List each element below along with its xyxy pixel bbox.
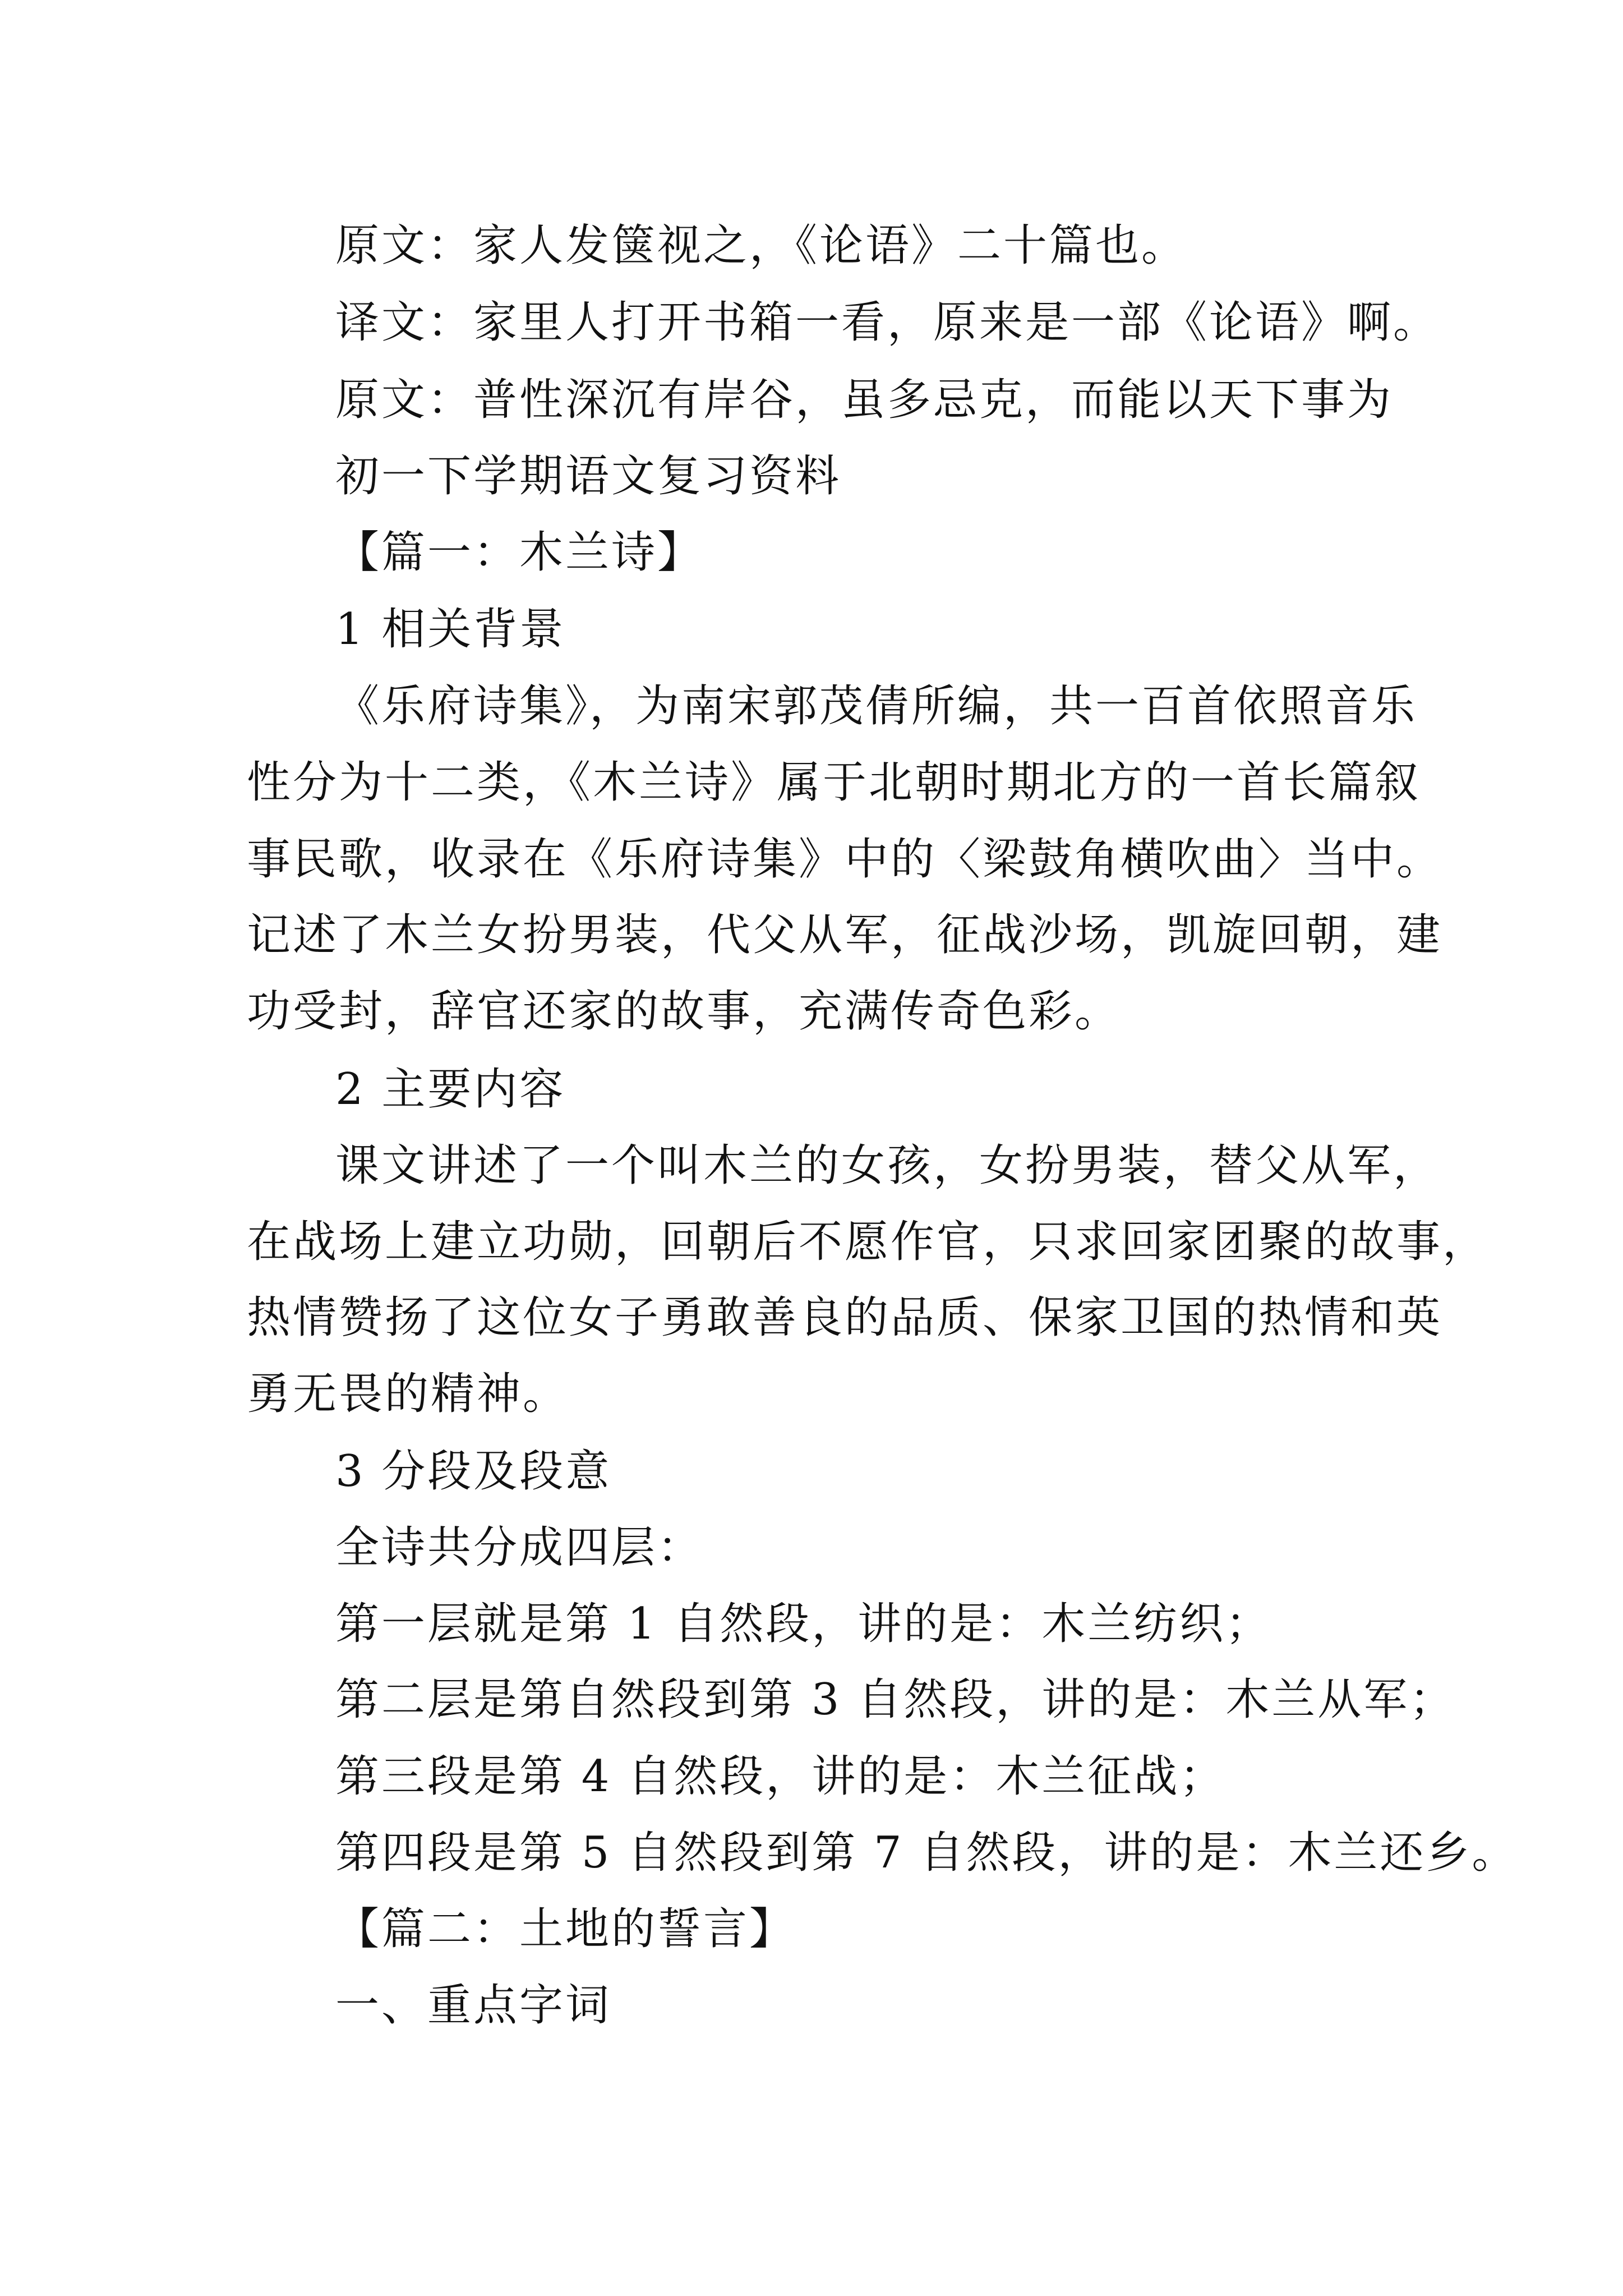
subsection-heading: 1 相关背景	[335, 604, 566, 655]
section-heading: 【篇一：木兰诗】	[335, 527, 704, 578]
subsection-heading: 一、重点字词	[335, 1980, 612, 2031]
text-line: 性分为十二类，《木兰诗》属于北朝时期北方的一首长篇叙	[247, 757, 1421, 808]
text-line: 全诗共分成四层：	[335, 1522, 704, 1573]
subsection-heading: 3 分段及段意	[335, 1446, 612, 1497]
text-line: 记述了木兰女扮男装，代父从军，征战沙场，凯旋回朝，建	[247, 910, 1443, 960]
text-line: 事民歌，收录在《乐府诗集》中的〈梁鼓角横吹曲〉当中。	[247, 834, 1443, 885]
section-heading: 【篇二：土地的誓言】	[335, 1904, 796, 1954]
document-title: 初一下学期语文复习资料	[335, 451, 842, 501]
text-line: 在战场上建立功勋，回朝后不愿作官，只求回家团聚的故事，	[247, 1217, 1489, 1267]
text-line: 第四段是第 5 自然段到第 7 自然段，讲的是：木兰还乡。	[335, 1828, 1518, 1878]
text-line: 勇无畏的精神。	[247, 1369, 569, 1419]
text-line: 《乐府诗集》，为南宋郭茂倩所编，共一百首依照音乐	[335, 681, 1418, 731]
text-line: 第一层就是第 1 自然段，讲的是：木兰纺织；	[335, 1599, 1272, 1649]
text-line: 原文：普性深沉有岸谷，虽多忌克，而能以天下事为	[335, 375, 1394, 425]
text-line: 第二层是第自然段到第 3 自然段，讲的是：木兰从军；	[335, 1674, 1456, 1725]
text-line: 热情赞扬了这位女子勇敢善良的品质、保家卫国的热情和英	[247, 1292, 1443, 1343]
subsection-heading: 2 主要内容	[335, 1064, 566, 1115]
text-line: 课文讲述了一个叫木兰的女孩，女扮男装，替父从军，	[335, 1140, 1440, 1191]
text-line: 原文：家人发箧视之，《论语》二十篇也。	[335, 220, 1188, 271]
text-line: 译文：家里人打开书箱一看，原来是一部《论语》啊。	[335, 297, 1440, 348]
text-line: 第三段是第 4 自然段，讲的是：木兰征战；	[335, 1751, 1226, 1802]
text-line: 功受封，辞官还家的故事，充满传奇色彩。	[247, 986, 1121, 1037]
